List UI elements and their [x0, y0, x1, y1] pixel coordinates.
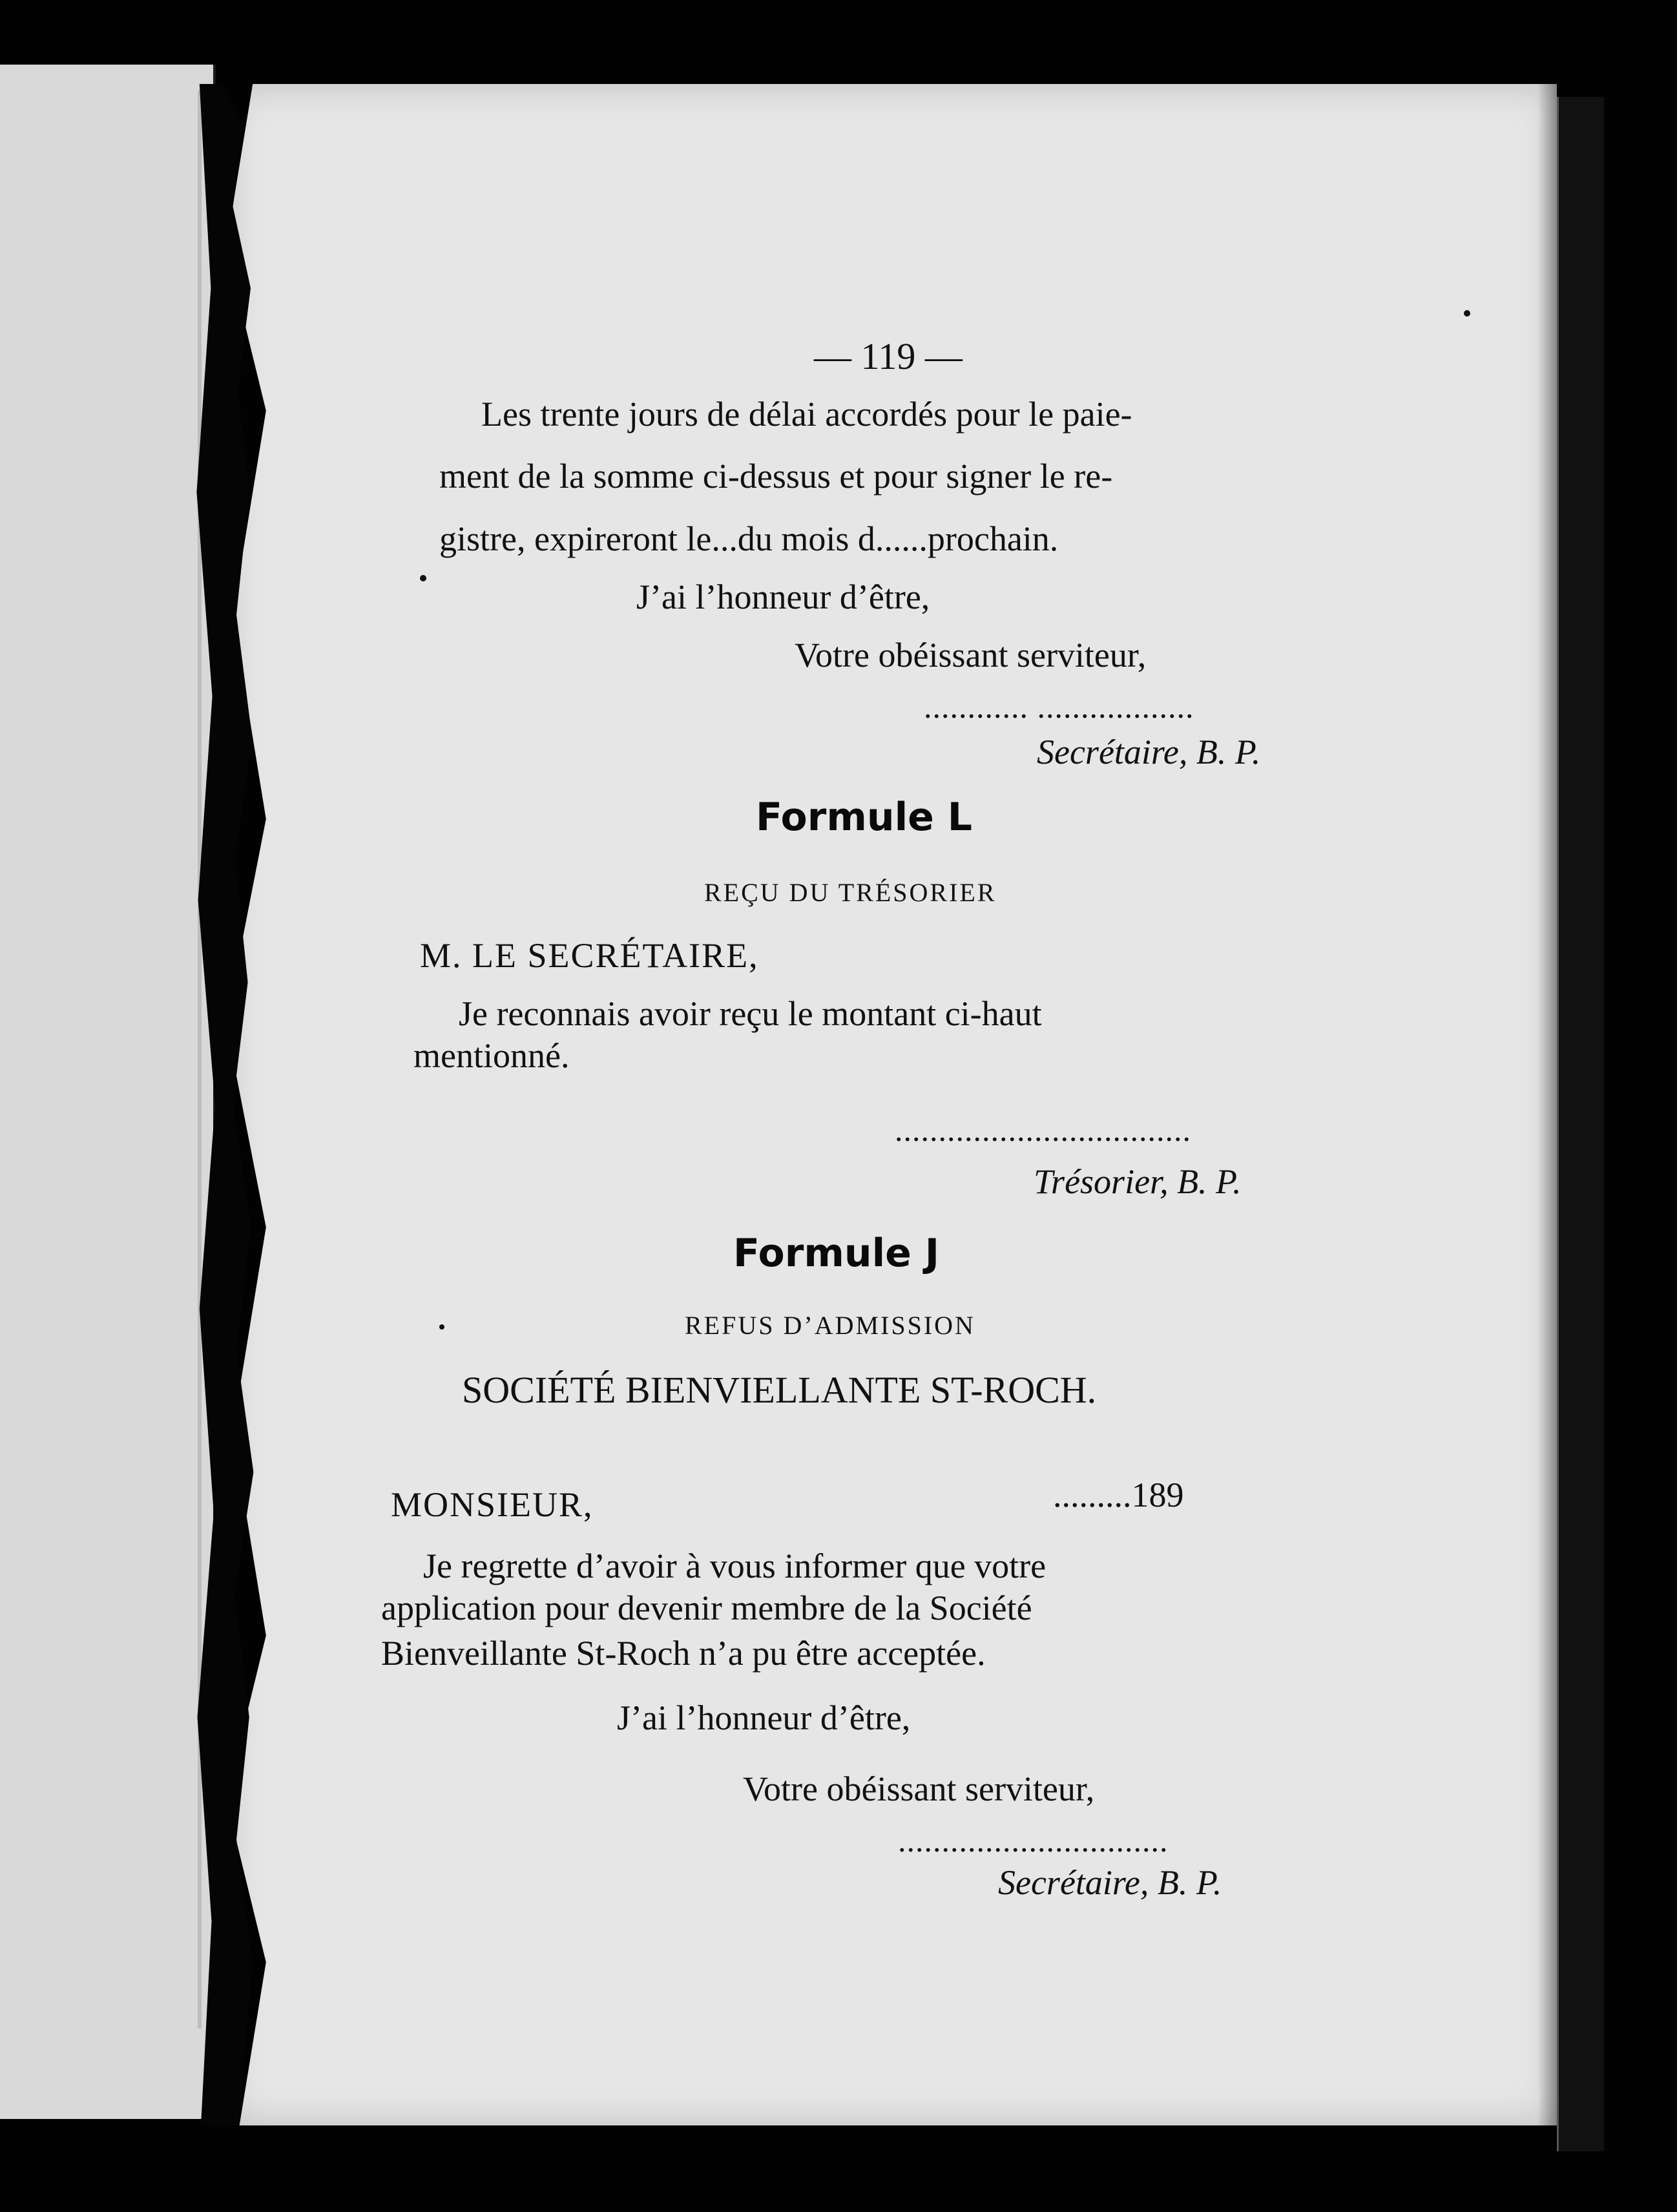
- previous-page-edge: [0, 65, 216, 2119]
- signature-dots: ...............................: [898, 1822, 1169, 1859]
- society-name: SOCIÉTÉ BIENVIELLANTE ST-ROCH.: [462, 1369, 1097, 1411]
- date-line: .........189: [1053, 1476, 1184, 1514]
- section-heading: Formule J: [733, 1231, 940, 1276]
- signature-dots: ............ ..................: [924, 689, 1194, 725]
- page-number: — 119 —: [814, 335, 963, 377]
- page-right-edge: [1557, 97, 1604, 2151]
- section-heading: Formule L: [756, 795, 972, 840]
- book-page: [226, 84, 1557, 2125]
- section-subtitle: REFUS D’ADMISSION: [685, 1311, 975, 1340]
- ink-speck: [420, 575, 426, 581]
- section-subtitle: REÇU DU TRÉSORIER: [704, 878, 997, 907]
- signature-dots: ..................................: [895, 1112, 1191, 1148]
- ink-speck: [1464, 310, 1470, 317]
- closing: Votre obéissant serviteur,: [795, 636, 1147, 674]
- ink-speck: [439, 1324, 444, 1330]
- paragraph-line: application pour devenir membre de la Société: [381, 1589, 1032, 1627]
- addressee: M. LE SECRÉTAIRE,: [420, 936, 759, 975]
- paragraph-line: Les trente jours de délai accordés pour le paie-: [481, 395, 1132, 433]
- closing: Votre obéissant serviteur,: [743, 1769, 1095, 1808]
- paragraph-line: Je regrette d’avoir à vous informer que votre: [423, 1547, 1047, 1585]
- addressee: MONSIEUR,: [391, 1485, 594, 1524]
- paragraph-line: Je reconnais avoir reçu le montant ci-haut: [459, 994, 1042, 1033]
- signature-title: Secrétaire, B. P.: [998, 1863, 1222, 1902]
- salutation: J’ai l’honneur d’être,: [636, 578, 930, 616]
- paragraph-line: gistre, expireront le...du mois d......prochain.: [439, 519, 1059, 558]
- signature-title: Trésorier, B. P.: [1034, 1162, 1242, 1201]
- paragraph-line: Bienveillante St-Roch n’a pu être acceptée.: [381, 1634, 986, 1673]
- salutation: J’ai l’honneur d’être,: [617, 1698, 911, 1737]
- paragraph-line: ment de la somme ci-dessus et pour signer le re-: [439, 457, 1113, 496]
- signature-title: Secrétaire, B. P.: [1037, 733, 1261, 771]
- paragraph-line: mentionné.: [413, 1036, 570, 1075]
